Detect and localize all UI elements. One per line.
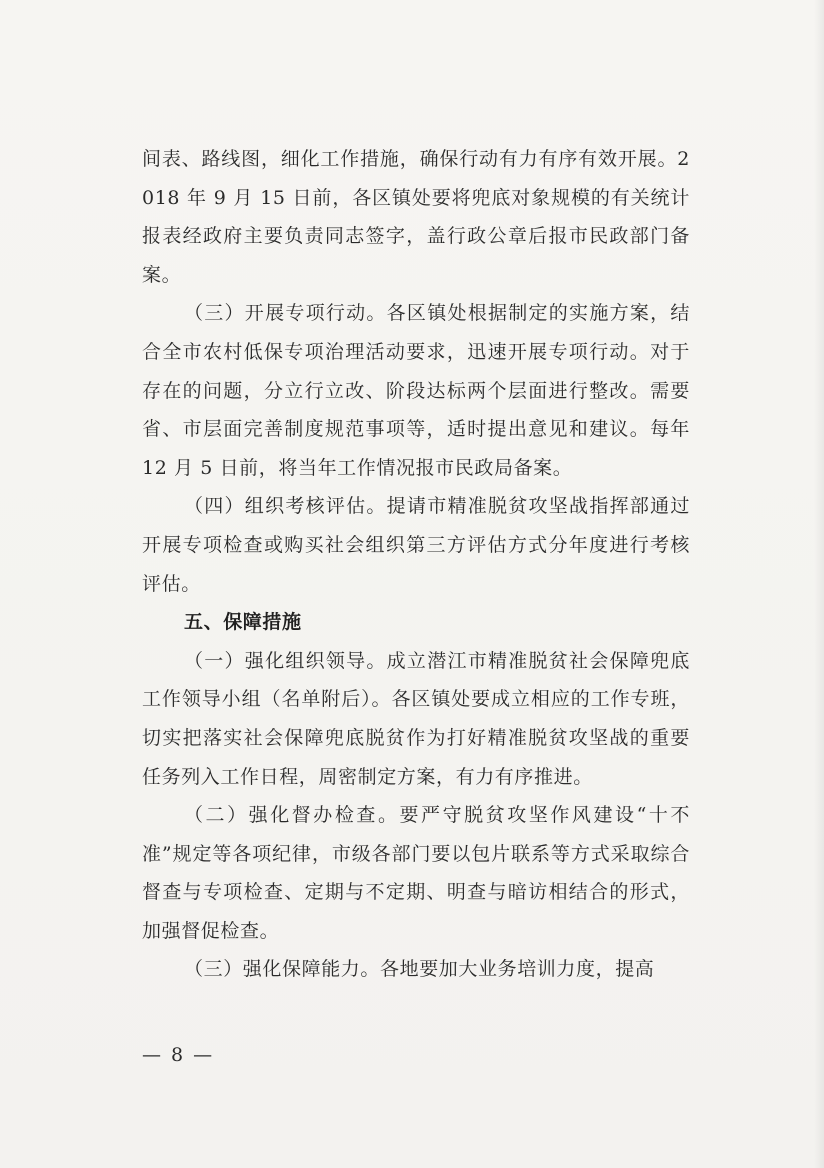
paragraph-leadership: （一）强化组织领导。成立潜江市精准脱贫社会保障兜底工作领导小组（名单附后）。各区镇处要成立相应的工作专班，切实把落实社会保障兜底脱贫作为打好精准脱贫攻坚战的重要任务列入工作日程，周密制定方案，有力有序推进。 [142,649,690,788]
paragraph-assessment: （四）组织考核评估。提请市精准脱贫攻坚战指挥部通过开展专项检查或购买社会组织第三方评估方式分年度进行考核评估。 [142,495,690,595]
paragraph-capacity: （三）强化保障能力。各地要加大业务培训力度，提高 [184,958,655,981]
paragraph-special-action: （三）开展专项行动。各区镇处根据制定的实施方案，结合全市农村低保专项治理活动要求，迅速开展专项行动。对于存在的问题，分立行立改、阶段达标两个层面进行整改。需要省、市层面完善制度规范事项等，适时提出意见和建议。每年 12 月 5 日前，将当年工作情况报市民政局备案。 [142,302,690,479]
page-number: — 8 — [142,1044,215,1066]
scan-edge-shadow [814,0,824,1168]
document-body [142,140,690,989]
section-heading-safeguards: 五、保障措施 [184,611,302,634]
paragraph-continuation: 间表、路线图，细化工作措施，确保行动有力有序有效开展。2018 年 9 月 15 日前，各区镇处要将兜底对象规模的有关统计报表经政府主要负责同志签字，盖行政公章后报市民政部门备案。 [142,148,690,286]
paragraph-supervision: （二）强化督办检查。要严守脱贫攻坚作风建设“十不准”规定等各项纪律，市级各部门要以包片联系等方式采取综合督查与专项检查、定期与不定期、明查与暗访相结合的形式，加强督促检查。 [142,804,690,942]
